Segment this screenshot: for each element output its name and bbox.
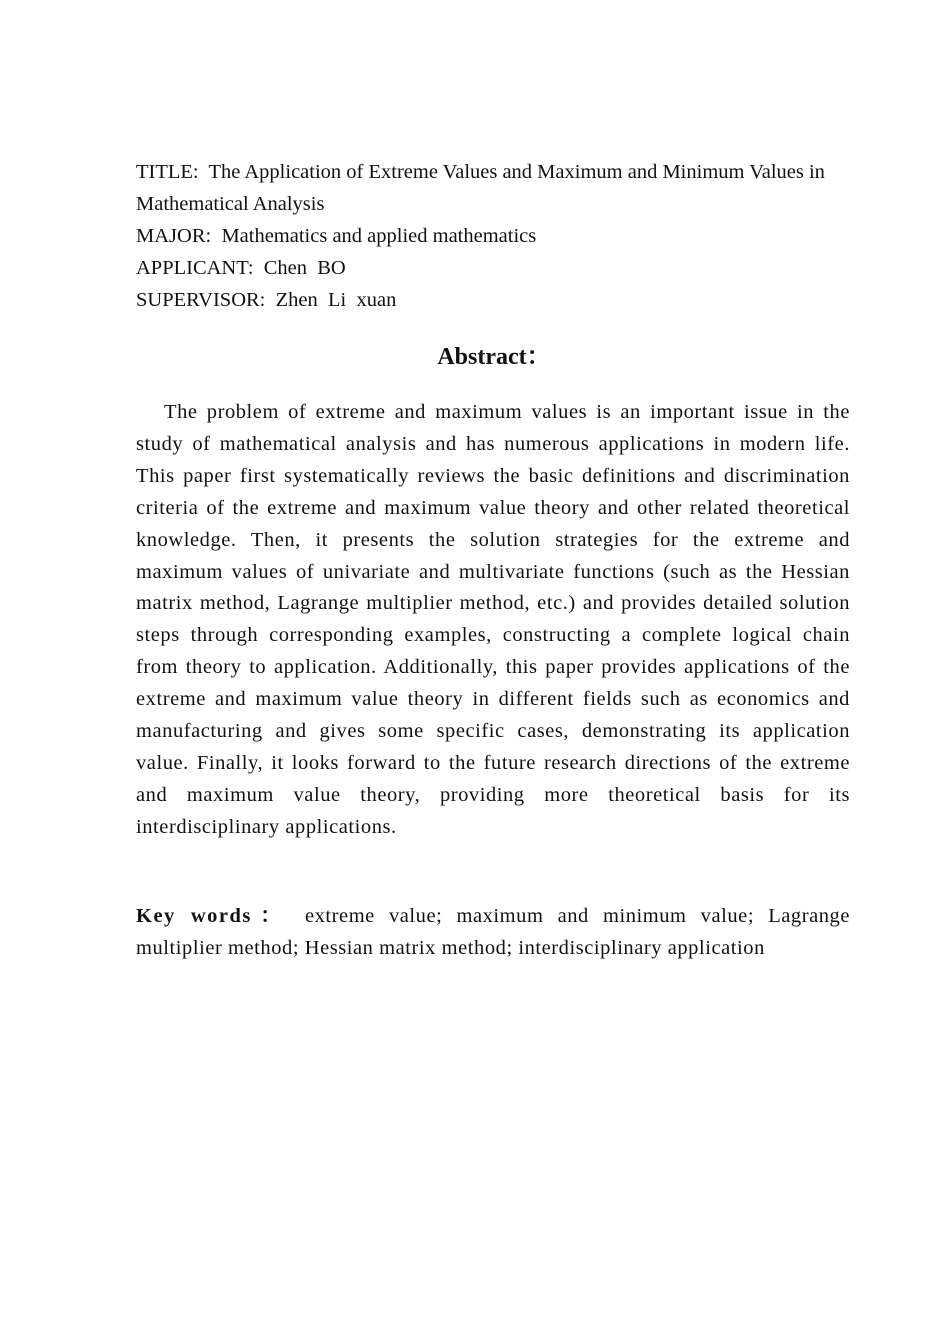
abstract-body: The problem of extreme and maximum values is an important issue in the study of mathematical analysis and has numerous applications in modern life. This paper first systematically reviews the basic definitions and discrimination criteria of the extreme and maximum value theory and other related theoretical knowledge. Then, it presents the solution strategies for the extreme and maximum values of univariate and multivariate functions (such as the Hessian matrix method, Lagrange multiplier method, etc.) and provides detailed solution steps through corresponding examples, constructing a complete logical chain from theory to application. Additionally, this paper provides applications of the extreme and maximum value theory in different fields such as economics and manufacturing and gives some specific cases, demonstrating its application value. Finally, it looks forward to the future research directions of the extreme and maximum value theory, providing more theoretical basis for its interdisciplinary applications.	[136, 401, 850, 838]
keywords-label: Key words：	[136, 905, 291, 927]
applicant-label: APPLICANT:	[136, 257, 254, 279]
thesis-metadata	[136, 156, 852, 316]
thesis-title: The Application of Extreme Values and Maximum and Minimum Values in Mathematical Analysis	[136, 161, 825, 215]
major-line	[136, 220, 852, 252]
keywords-section	[136, 901, 850, 965]
applicant-line	[136, 252, 852, 284]
applicant-value: Chen BO	[263, 257, 346, 279]
supervisor-line	[136, 284, 852, 316]
major-label: MAJOR:	[136, 225, 212, 247]
major-value: Mathematics and applied mathematics	[221, 225, 537, 247]
supervisor-value: Zhen Li xuan	[275, 289, 397, 311]
title-label: TITLE:	[136, 161, 199, 183]
supervisor-label: SUPERVISOR:	[136, 289, 266, 311]
keywords-text: extreme value; maximum and minimum value; Lagrange multiplier method; Hessian matrix method; interdisciplinary application	[136, 905, 851, 959]
abstract-heading: Abstract：	[437, 344, 551, 370]
title-line	[136, 156, 852, 220]
